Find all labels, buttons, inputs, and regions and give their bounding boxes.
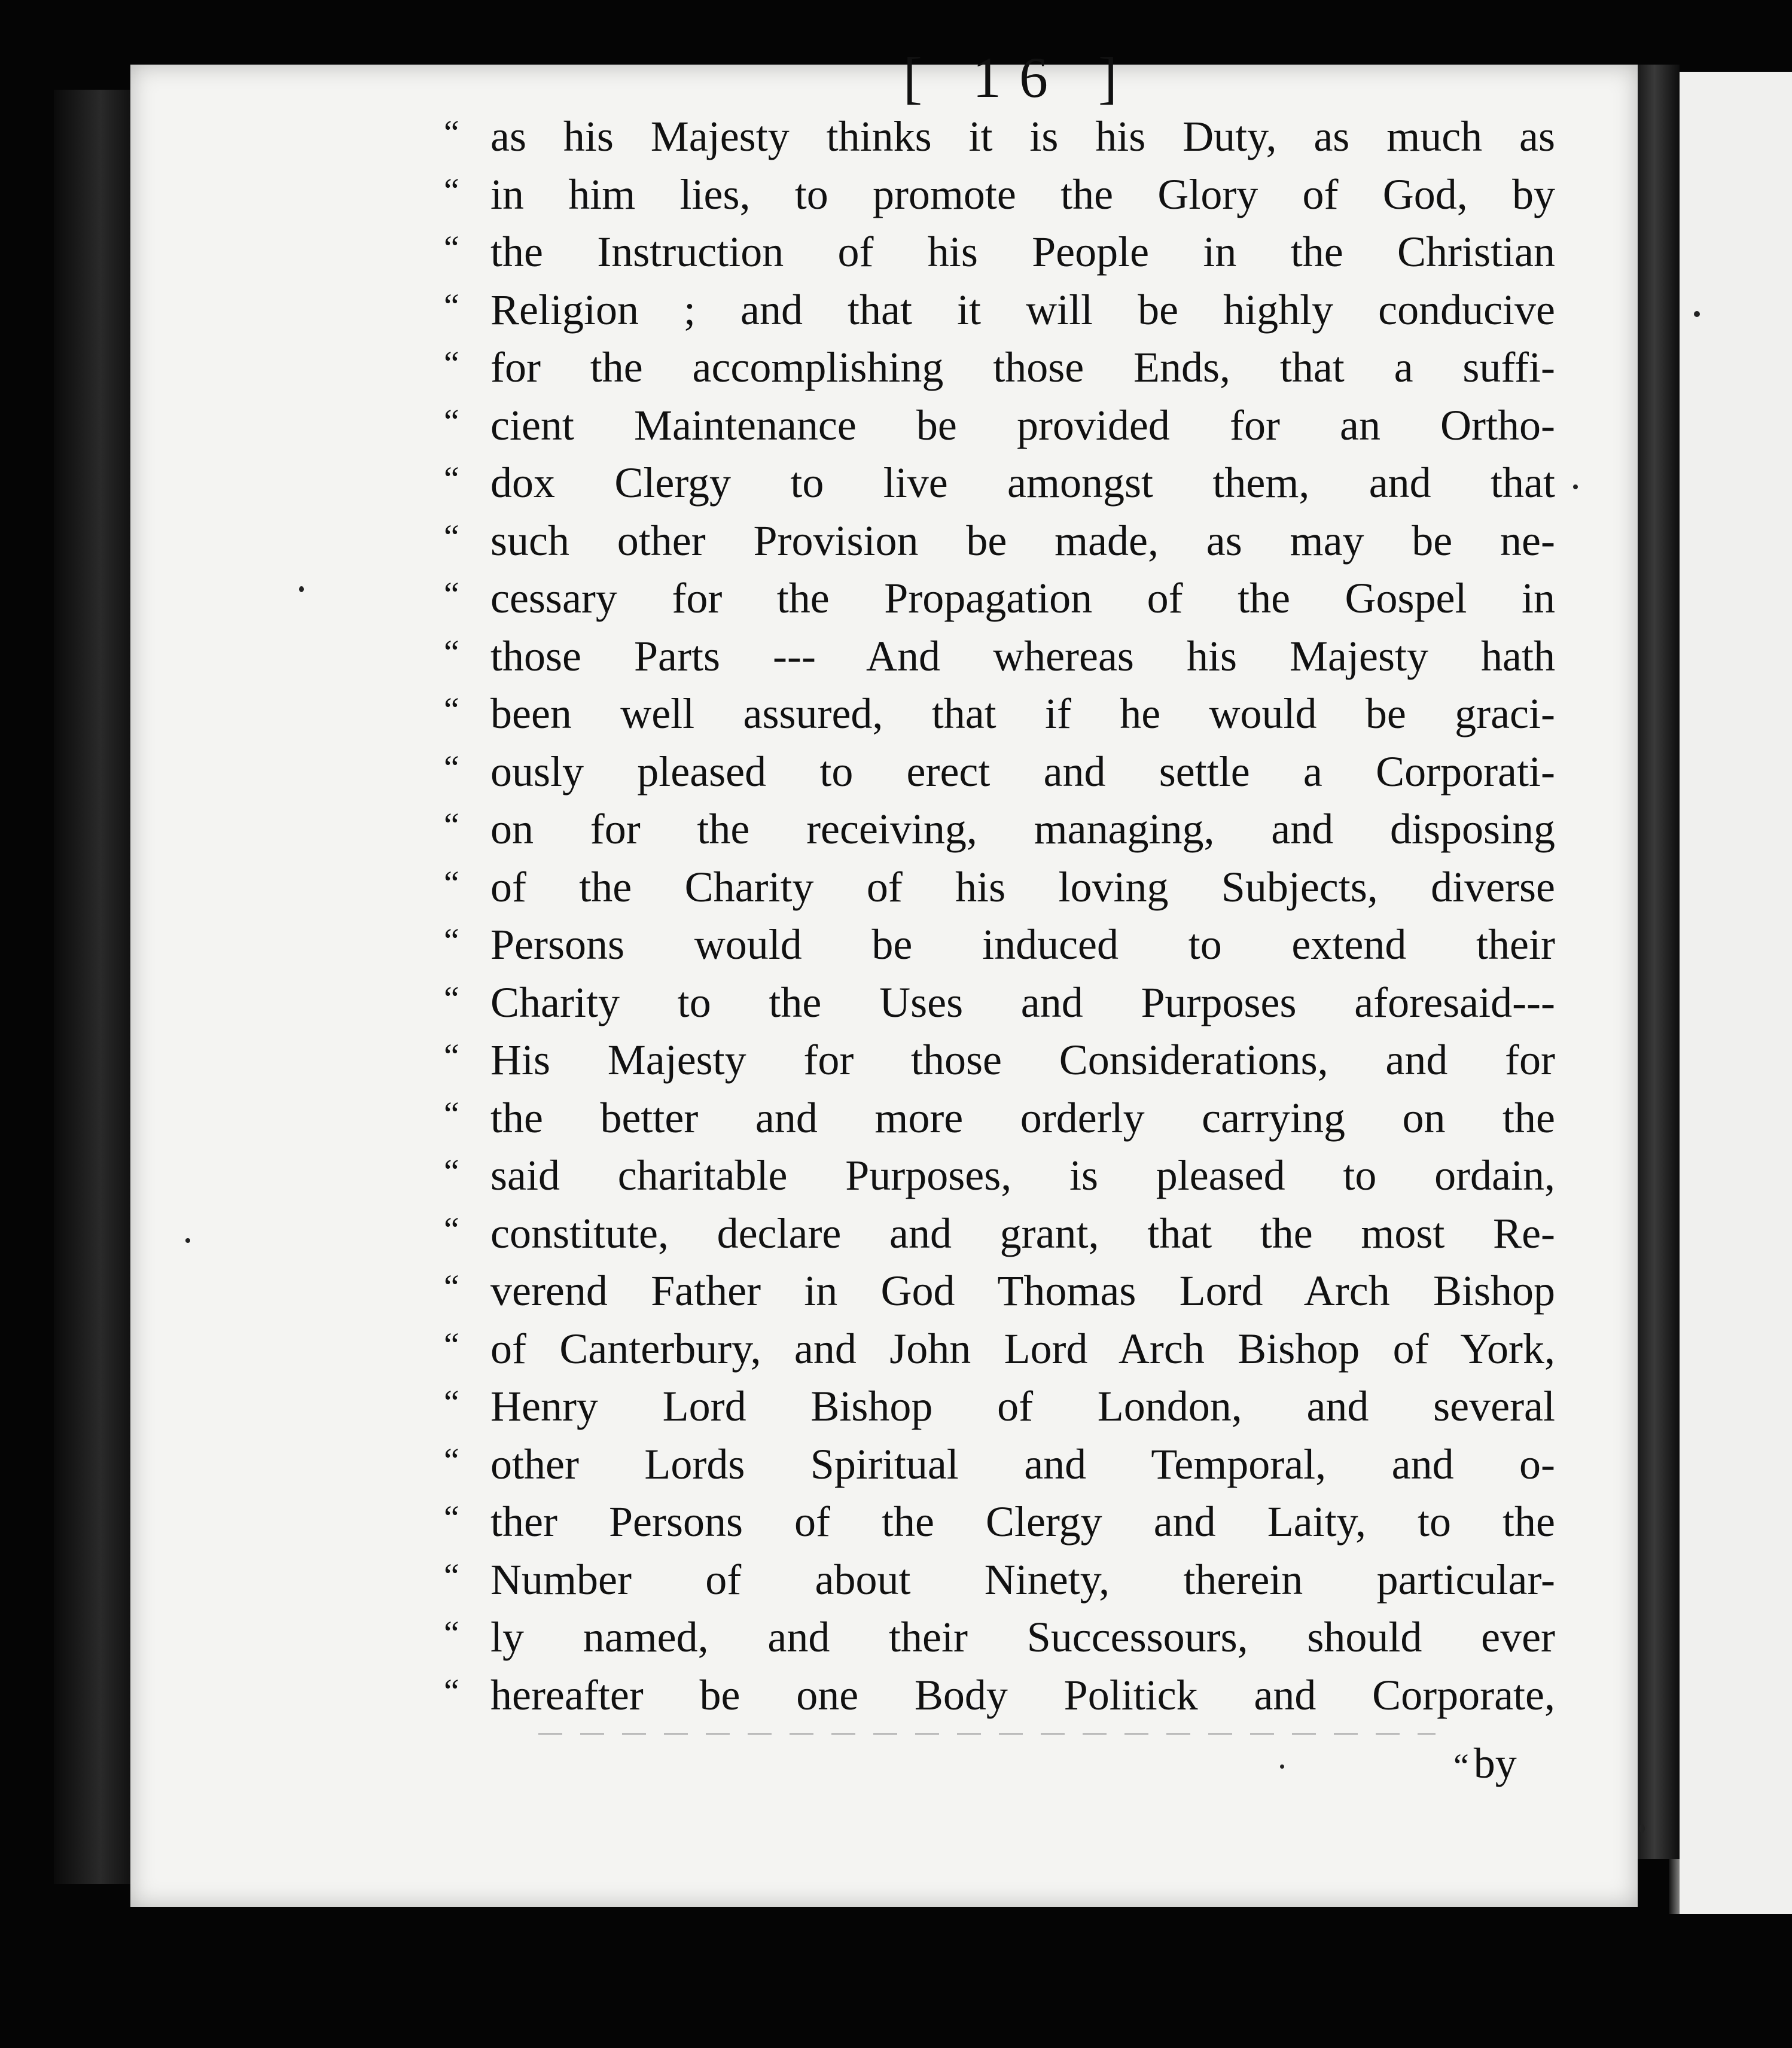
catchword xyxy=(1453,1735,1555,1795)
text-line xyxy=(444,800,1555,858)
text-line-content: Number of about Ninety, therein particular- xyxy=(490,1555,1555,1604)
text-line-content: said charitable Purposes, is pleased to ordain, xyxy=(490,1151,1555,1199)
page-speck xyxy=(185,1238,190,1243)
text-line-content: other Lords Spiritual and Temporal, and o- xyxy=(490,1440,1555,1488)
quote-mark: “ xyxy=(444,863,459,903)
body-text xyxy=(444,108,1555,1724)
quote-mark: “ xyxy=(444,286,459,325)
page-gutter-shadow xyxy=(1638,65,1680,1859)
quote-mark: “ xyxy=(444,517,459,556)
text-line-content: Religion ; and that it will be highly conducive xyxy=(490,285,1555,334)
text-line xyxy=(444,454,1555,512)
text-line-content: the Instruction of his People in the Christian xyxy=(490,228,1555,276)
text-line xyxy=(444,1320,1555,1378)
text-line xyxy=(444,1089,1555,1147)
quote-mark: “ xyxy=(444,401,459,441)
text-line-content: as his Majesty thinks it is his Duty, as much as xyxy=(490,112,1555,160)
text-line-content: hereafter be one Body Politick and Corporate, xyxy=(490,1671,1555,1719)
quote-mark: “ xyxy=(444,1440,459,1480)
text-line xyxy=(444,916,1555,974)
text-line xyxy=(444,743,1555,801)
text-line xyxy=(444,685,1555,743)
text-line xyxy=(444,1262,1555,1320)
text-line xyxy=(444,166,1555,224)
quote-mark: “ xyxy=(444,690,459,729)
page-speck xyxy=(299,586,304,592)
quote-mark: “ xyxy=(444,1325,459,1364)
quote-mark: “ xyxy=(444,113,459,152)
quote-mark: “ xyxy=(444,1152,459,1191)
quote-mark: “ xyxy=(444,632,459,672)
text-line xyxy=(444,1377,1555,1436)
text-line xyxy=(444,108,1555,166)
quote-mark: “ xyxy=(444,1671,459,1711)
text-line-content: on for the receiving, managing, and disposing xyxy=(490,805,1555,853)
text-line-content: for the accomplishing those Ends, that a suffi- xyxy=(490,343,1555,391)
quote-mark: “ xyxy=(1453,1747,1469,1785)
catchword-text: by xyxy=(1473,1739,1517,1787)
text-line xyxy=(444,339,1555,397)
text-line-content: Henry Lord Bishop of London, and several xyxy=(490,1382,1555,1430)
text-line xyxy=(444,1205,1555,1263)
quote-mark: “ xyxy=(444,344,459,383)
page-speck xyxy=(1280,1764,1284,1769)
text-line xyxy=(444,627,1555,685)
quote-mark: “ xyxy=(444,459,459,498)
quote-mark: “ xyxy=(444,921,459,960)
quote-mark: “ xyxy=(444,806,459,845)
text-line xyxy=(444,397,1555,455)
text-line xyxy=(444,281,1555,339)
page-number: [ 16 ] xyxy=(903,45,1135,109)
quote-mark: “ xyxy=(444,1209,459,1249)
page-speck xyxy=(1639,1824,1645,1833)
quote-mark: “ xyxy=(444,1383,459,1422)
text-line xyxy=(444,1493,1555,1551)
quote-mark: “ xyxy=(444,1498,459,1537)
text-line-content: of Canterbury, and John Lord Arch Bishop of York, xyxy=(490,1324,1555,1373)
text-line-content: the better and more orderly carrying on the xyxy=(490,1093,1555,1142)
quote-mark: “ xyxy=(444,1614,459,1653)
quote-mark: “ xyxy=(444,979,459,1018)
text-line-content: cessary for the Propagation of the Gospel in xyxy=(490,574,1555,622)
text-line xyxy=(444,1666,1555,1724)
quote-mark: “ xyxy=(444,228,459,267)
text-line xyxy=(444,1551,1555,1609)
text-line-content: those Parts --- And whereas his Majesty hath xyxy=(490,632,1555,680)
page-speck xyxy=(1573,484,1578,489)
quote-mark: “ xyxy=(444,1094,459,1133)
text-line xyxy=(444,223,1555,281)
text-line-content: Persons would be induced to extend their xyxy=(490,921,1555,968)
page-speck xyxy=(1694,311,1700,317)
quote-mark: “ xyxy=(444,1037,459,1075)
text-line-content: Charity to the Uses and Purposes aforesaid--- xyxy=(490,978,1555,1026)
text-line-content: of the Charity of his loving Subjects, diverse xyxy=(490,863,1555,911)
facing-page xyxy=(1680,72,1792,1914)
text-line xyxy=(444,1608,1555,1666)
text-line-content: been well assured, that if he would be graci- xyxy=(490,690,1555,737)
text-line xyxy=(444,974,1555,1032)
text-line-content: such other Provision be made, as may be ne- xyxy=(490,516,1555,565)
text-line xyxy=(444,1436,1555,1494)
quote-mark: “ xyxy=(444,575,459,614)
text-line xyxy=(444,569,1555,627)
faint-rule xyxy=(538,1733,1436,1735)
quote-mark: “ xyxy=(444,1267,459,1306)
text-line xyxy=(444,1147,1555,1205)
text-line xyxy=(444,858,1555,916)
text-line-content: dox Clergy to live amongst them, and that xyxy=(490,459,1555,507)
quote-mark: “ xyxy=(444,1556,459,1595)
text-line xyxy=(444,512,1555,570)
quote-mark: “ xyxy=(444,748,459,787)
text-line-content: constitute, declare and grant, that the most Re- xyxy=(490,1209,1555,1257)
book-left-edge xyxy=(54,90,132,1884)
text-line-content: ly named, and their Successours, should ever xyxy=(490,1613,1555,1661)
text-line-content: ously pleased to erect and settle a Corporati- xyxy=(490,747,1555,796)
text-line-content: verend Father in God Thomas Lord Arch Bishop xyxy=(490,1267,1555,1315)
text-line-content: in him lies, to promote the Glory of God, by xyxy=(490,170,1555,218)
quote-mark: “ xyxy=(444,170,459,210)
text-line-content: ther Persons of the Clergy and Laity, to the xyxy=(490,1498,1555,1546)
text-line-content: cient Maintenance be provided for an Ortho- xyxy=(490,401,1555,449)
text-line xyxy=(444,1031,1555,1089)
text-line-content: His Majesty for those Considerations, and for xyxy=(490,1036,1555,1084)
